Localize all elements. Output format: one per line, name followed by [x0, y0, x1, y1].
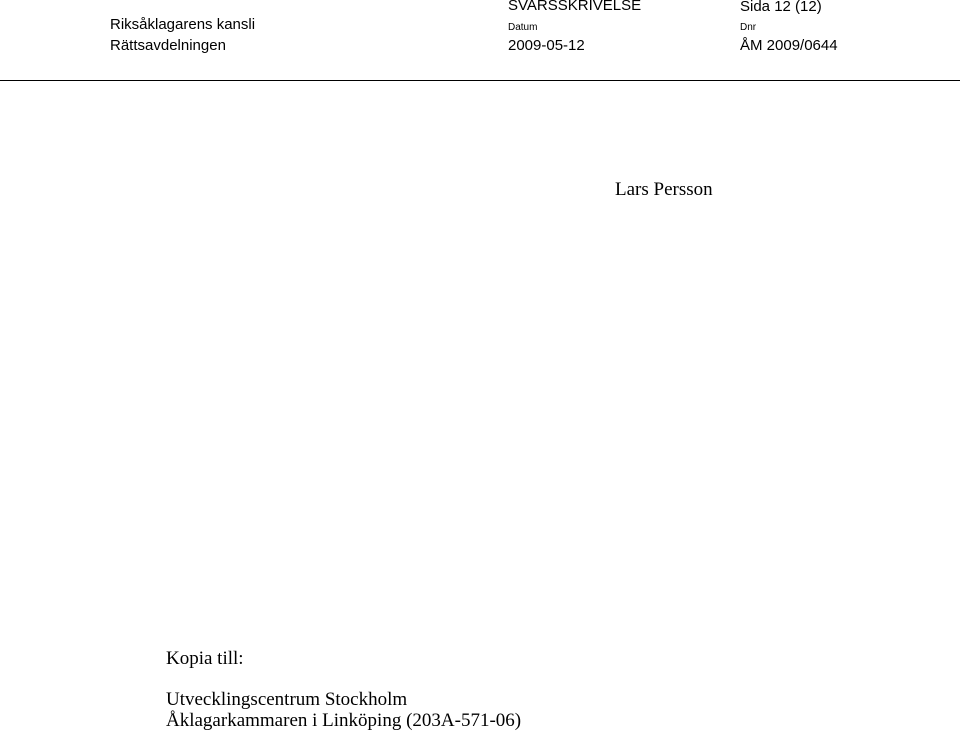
org-name: Riksåklagarens kansli: [110, 16, 256, 33]
date-label: Datum: [508, 22, 538, 33]
date-value: 2009-05-12: [508, 37, 585, 54]
department-name: Rättsavdelningen: [110, 37, 226, 54]
dnr-label: Dnr: [740, 22, 757, 33]
signatory-name: Lars Persson: [615, 179, 713, 200]
copy-recipient: Åklagarkammaren i Linköping (203A-571-06): [166, 710, 522, 731]
document-type: SVARSSKRIVELSE: [508, 0, 642, 14]
copy-heading: Kopia till:: [166, 648, 244, 669]
header-divider: [0, 80, 960, 81]
copy-recipient: Utvecklingscentrum Stockholm: [166, 689, 408, 710]
dnr-value: ÅM 2009/0644: [740, 37, 838, 54]
page-number: Sida 12 (12): [740, 0, 822, 15]
